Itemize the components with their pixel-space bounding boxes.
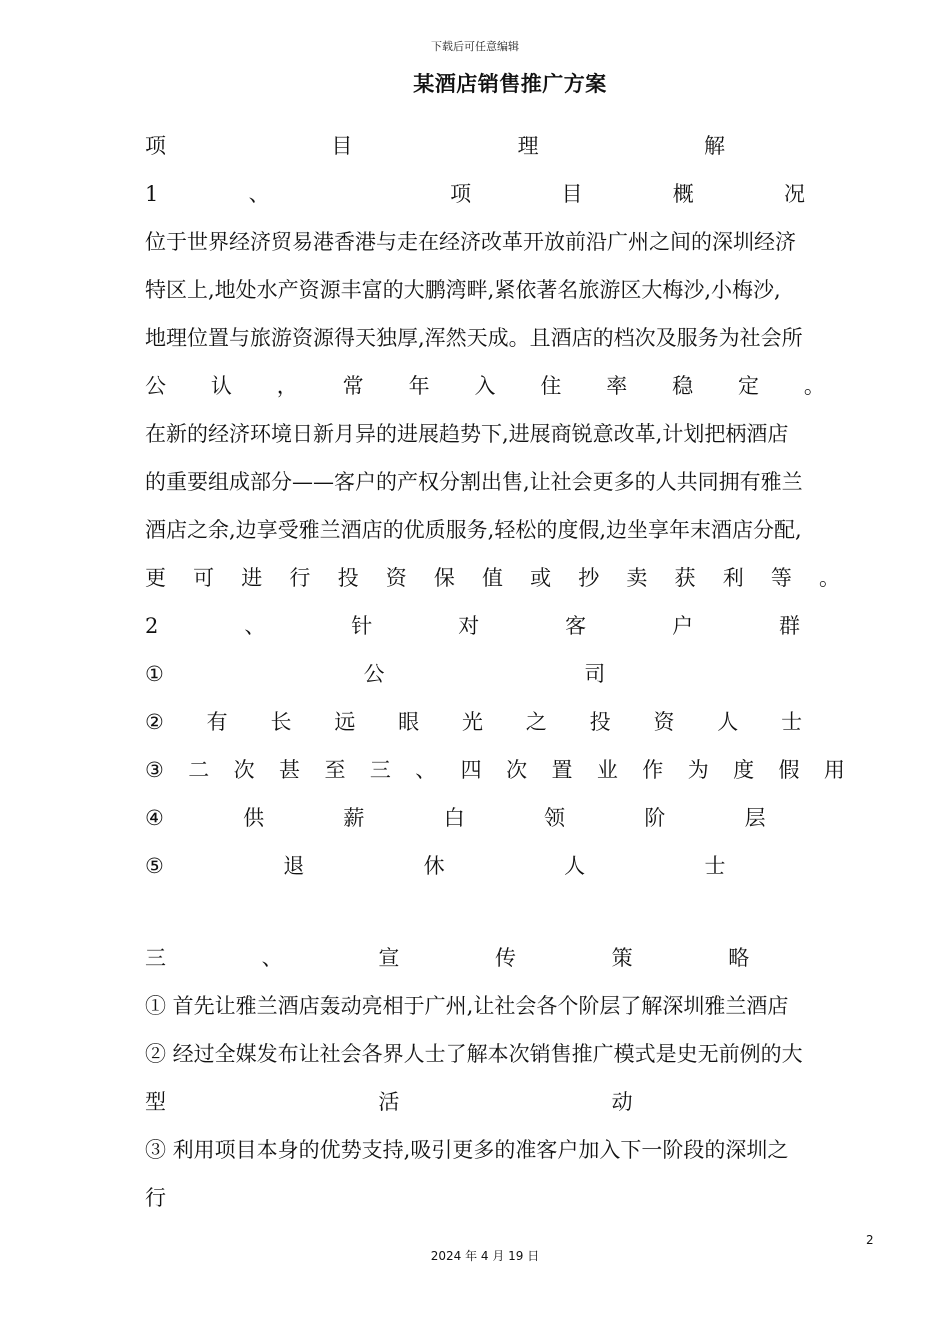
- list-item: ③ 利用项目本身的优势支持,吸引更多的准客户加入下一阶段的深圳之: [145, 1138, 789, 1162]
- spread-char: 、: [248, 182, 270, 206]
- spread-char: 进: [241, 566, 263, 590]
- spread-char: 作: [642, 758, 664, 782]
- spread-char: 至: [324, 758, 346, 782]
- spread-char: 2: [145, 614, 159, 638]
- paragraph-line: [145, 560, 840, 596]
- spread-char: 用: [823, 758, 845, 782]
- spread-char: 目: [561, 182, 583, 206]
- spread-char: 之: [525, 710, 547, 734]
- spread-char: 度: [733, 758, 755, 782]
- spread-char: 保: [433, 566, 455, 590]
- spread-char: 人: [717, 710, 739, 734]
- spread-char: 司: [584, 662, 606, 686]
- spread-char: 阶: [644, 806, 666, 830]
- spread-char: 年: [408, 374, 430, 398]
- list-item-continuation: [145, 1084, 845, 1120]
- spread-char: ①: [145, 662, 164, 686]
- spread-char: 眼: [398, 710, 420, 734]
- spread-char: 1: [145, 182, 159, 206]
- footer-date: 2024 年 4 月 19 日: [430, 1249, 540, 1263]
- spread-char: 层: [744, 806, 766, 830]
- spread-char: 定: [738, 374, 760, 398]
- spread-char: 解: [703, 134, 725, 158]
- paragraph-line: 位于世界经济贸易港香港与走在经济改革开放前沿广州之间的深圳经济: [145, 230, 796, 254]
- spread-char: 常: [342, 374, 364, 398]
- spread-char: 客: [565, 614, 587, 638]
- spread-char: 业: [596, 758, 618, 782]
- spread-char: 退: [283, 854, 305, 878]
- spread-char: 、: [261, 946, 283, 970]
- spread-char: 群: [779, 614, 800, 638]
- spread-char: 利: [722, 566, 744, 590]
- spread-char: 。: [803, 374, 825, 398]
- paragraph-line: 的重要组成部分——客户的产权分割出售,让社会更多的人共同拥有雅兰: [145, 470, 803, 494]
- spread-char: 略: [728, 946, 750, 970]
- spread-char: 资: [385, 566, 407, 590]
- page-number: 2: [866, 1233, 874, 1247]
- spread-char: 有: [206, 710, 228, 734]
- list-item: [145, 848, 845, 884]
- list-item: [145, 800, 845, 836]
- spread-char: 光: [461, 710, 483, 734]
- spread-char: 投: [337, 566, 359, 590]
- spread-char: ②: [145, 710, 164, 734]
- paragraph-line: 地理位置与旅游资源得天独厚,浑然天成。且酒店的档次及服务为社会所: [145, 326, 803, 350]
- spread-char: 型: [145, 1090, 166, 1114]
- spread-char: 三: [369, 758, 391, 782]
- spread-char: 住: [540, 374, 562, 398]
- spread-char: 甚: [279, 758, 301, 782]
- spread-char: 次: [506, 758, 528, 782]
- spread-char: 户: [672, 614, 694, 638]
- spread-char: 公: [145, 374, 166, 398]
- spread-char: 入: [474, 374, 496, 398]
- spread-char: 假: [778, 758, 800, 782]
- spread-char: 士: [781, 710, 803, 734]
- spread-char: 目: [331, 134, 353, 158]
- spread-char: 况: [783, 182, 805, 206]
- paragraph-line: 特区上,地处水产资源丰富的大鹏湾畔,紧依著名旅游区大梅沙,小梅沙,: [145, 278, 781, 302]
- spread-char: 活: [378, 1090, 400, 1114]
- paragraph-line: 酒店之余,边享受雅兰酒店的优质服务,轻松的度假,边坐享年末酒店分配,: [145, 518, 802, 542]
- spread-char: 、: [244, 614, 266, 638]
- spread-char: 公: [363, 662, 385, 686]
- list-item: ① 首先让雅兰酒店轰动亮相于广州,让社会各个阶层了解深圳雅兰酒店: [145, 994, 789, 1018]
- spread-char: 士: [704, 854, 726, 878]
- spread-char: 资: [653, 710, 675, 734]
- spread-char: 抄: [578, 566, 600, 590]
- section-heading-promotion-strategy: [145, 940, 845, 976]
- spread-char: 针: [351, 614, 373, 638]
- subheading-project-overview: [145, 176, 805, 212]
- spread-char: 行: [289, 566, 311, 590]
- spread-char: 四: [460, 758, 482, 782]
- spread-char: ④: [145, 806, 164, 830]
- list-item: [145, 656, 805, 692]
- spread-char: ③: [145, 758, 164, 782]
- spread-char: 传: [494, 946, 516, 970]
- spread-char: 人: [564, 854, 586, 878]
- spread-char: 三: [145, 946, 166, 970]
- spread-char: 值: [481, 566, 503, 590]
- spread-char: 更: [145, 566, 166, 590]
- spread-char: 长: [270, 710, 292, 734]
- spread-char: ⑤: [145, 854, 164, 878]
- spread-char: 投: [589, 710, 611, 734]
- spread-char: 供: [243, 806, 265, 830]
- spread-char: 为: [687, 758, 709, 782]
- spread-char: 率: [606, 374, 628, 398]
- spread-char: 动: [611, 1090, 633, 1114]
- spread-char: 项: [145, 134, 166, 158]
- spread-char: 策: [611, 946, 633, 970]
- spread-char: 可: [193, 566, 215, 590]
- spread-char: 等: [770, 566, 792, 590]
- spread-char: 薪: [343, 806, 365, 830]
- spread-char: 白: [443, 806, 465, 830]
- document-title: 某酒店销售推广方案: [413, 72, 607, 96]
- spread-char: 次: [233, 758, 255, 782]
- header-note: 下载后可任意编辑: [431, 40, 519, 53]
- paragraph-line: [145, 368, 825, 404]
- spread-char: 。: [818, 566, 840, 590]
- spread-char: 领: [544, 806, 566, 830]
- subheading-target-customers: [145, 608, 800, 644]
- spread-char: 宣: [378, 946, 400, 970]
- spread-char: 理: [517, 134, 539, 158]
- spread-char: ，: [276, 374, 298, 398]
- spread-char: 远: [334, 710, 356, 734]
- spread-char: 休: [423, 854, 445, 878]
- section-heading-project-understanding: [145, 128, 725, 164]
- spread-char: 概: [672, 182, 694, 206]
- spread-char: 稳: [672, 374, 694, 398]
- list-item: [145, 704, 845, 740]
- spread-char: 获: [674, 566, 696, 590]
- spread-char: 认: [210, 374, 232, 398]
- list-item: [145, 752, 845, 788]
- spread-char: 二: [188, 758, 210, 782]
- spread-char: 卖: [626, 566, 648, 590]
- spread-char: 或: [530, 566, 552, 590]
- list-item: ② 经过全媒发布让社会各界人士了解本次销售推广模式是史无前例的大: [145, 1042, 803, 1066]
- paragraph-line: 在新的经济环境日新月异的进展趋势下,进展商锐意改革,计划把柄酒店: [145, 422, 789, 446]
- list-item-continuation: 行: [145, 1186, 166, 1210]
- spread-char: 项: [450, 182, 472, 206]
- spread-char: 、: [415, 758, 437, 782]
- spread-char: 对: [458, 614, 480, 638]
- spread-char: 置: [551, 758, 573, 782]
